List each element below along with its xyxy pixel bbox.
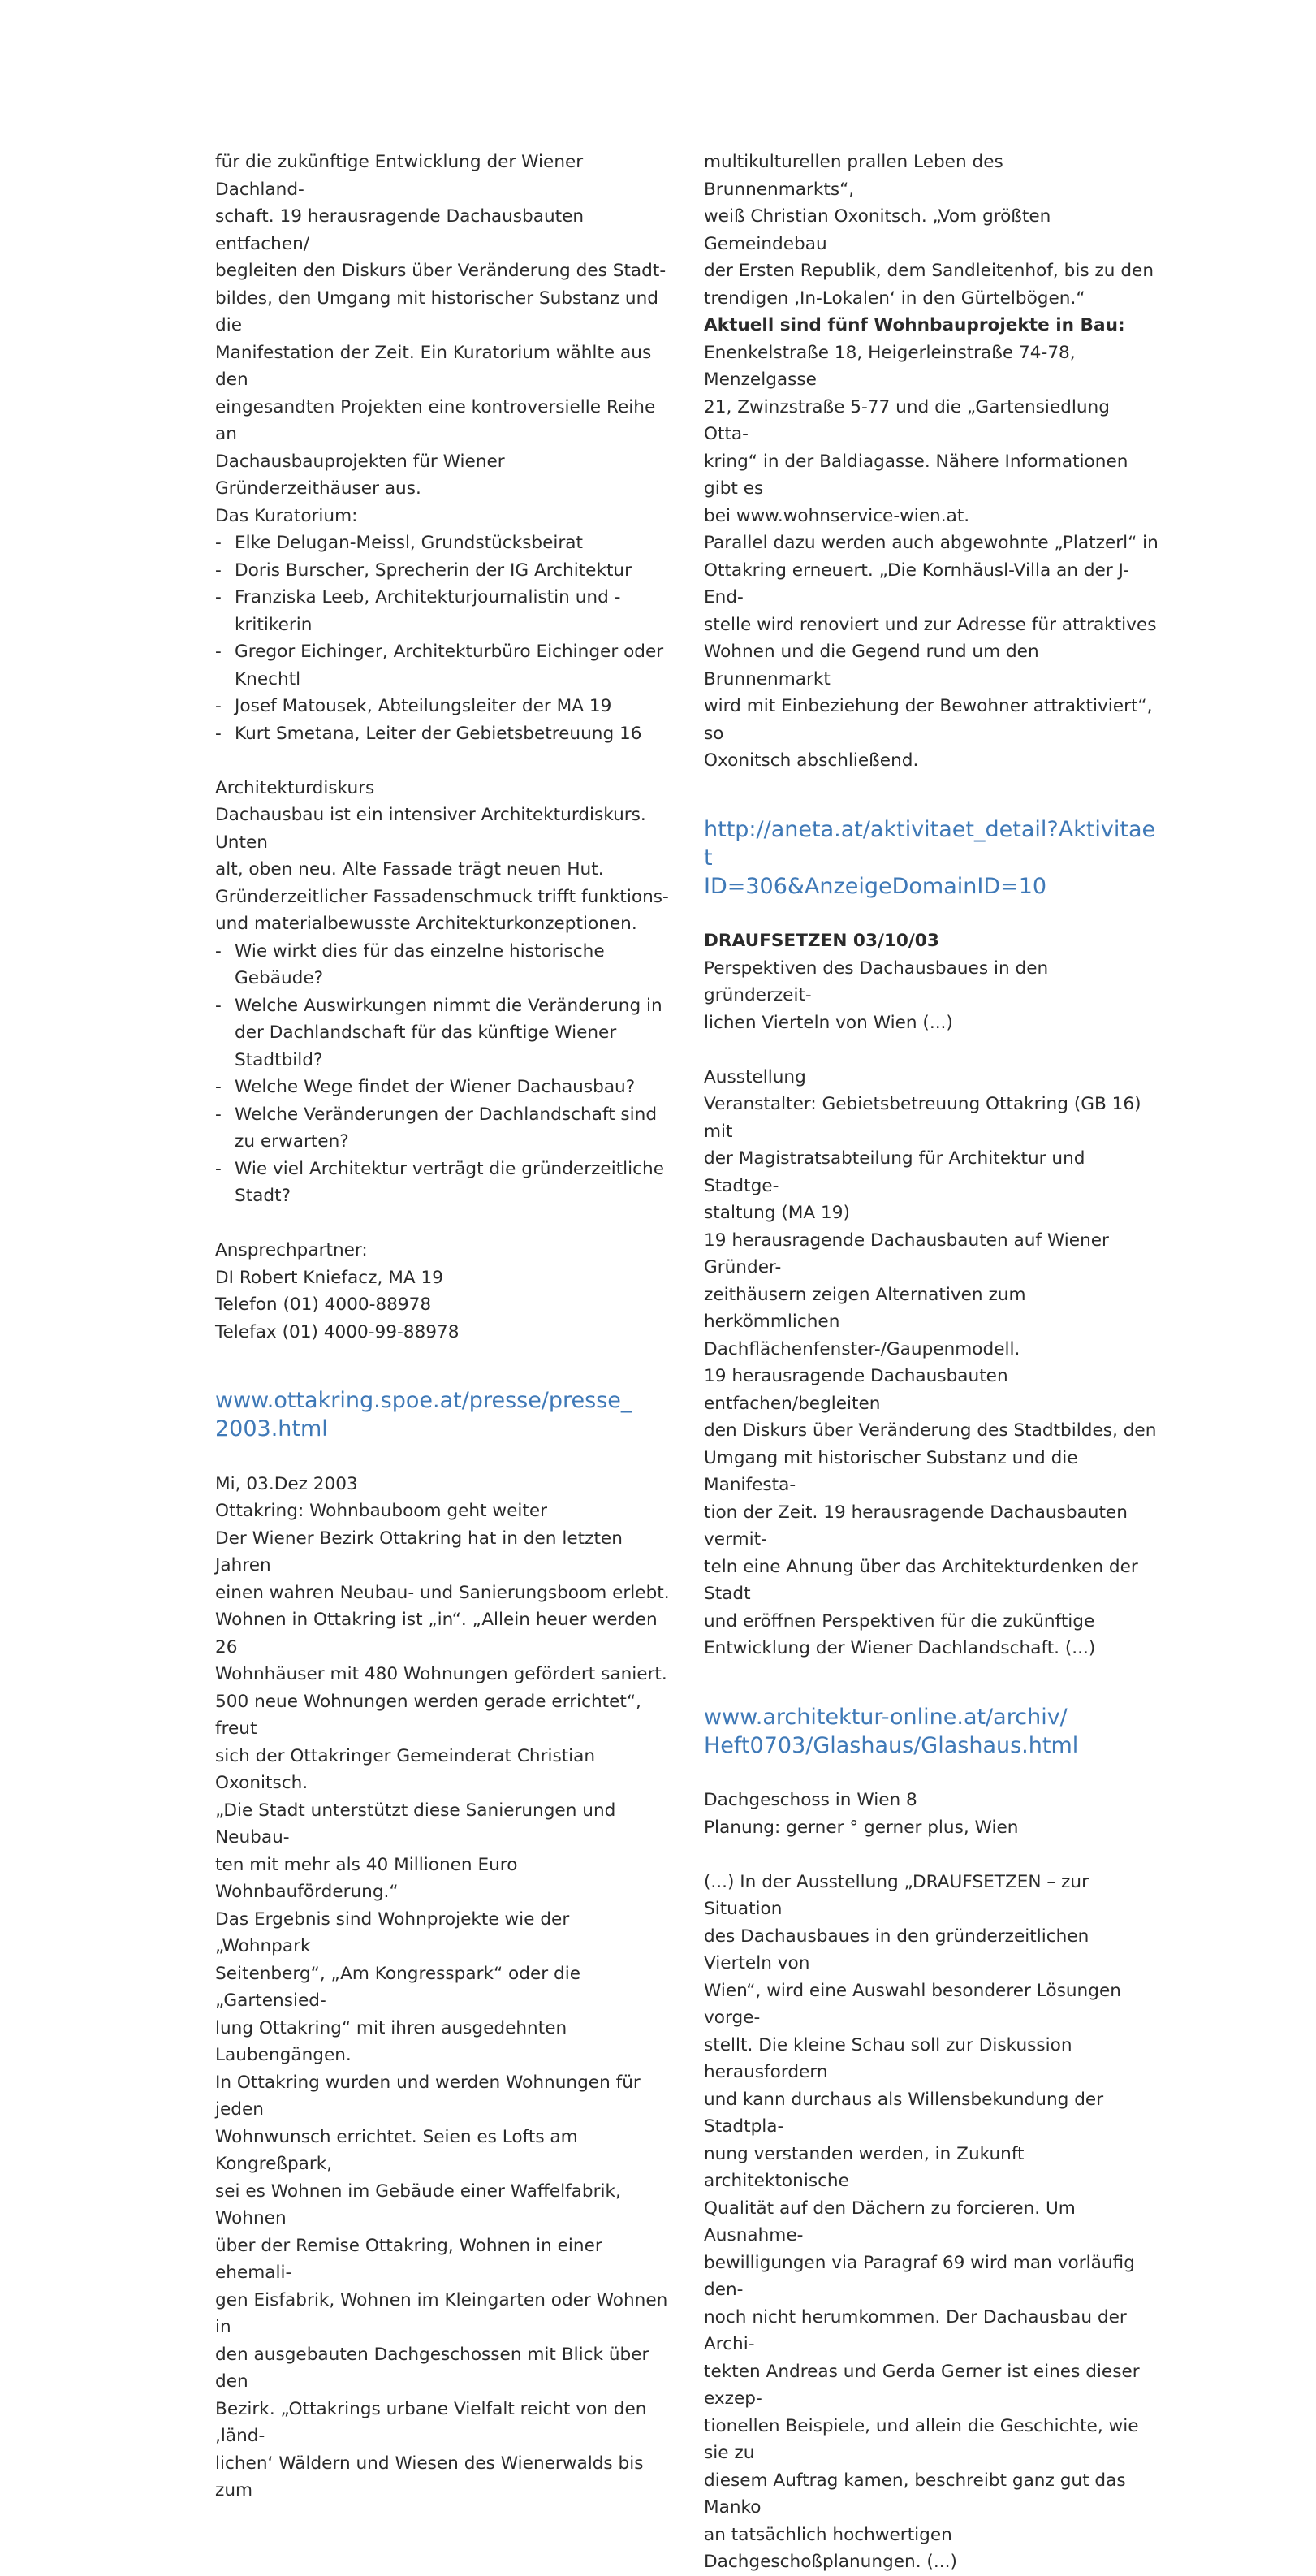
text-line: der Ersten Republik, dem Sandleitenhof, bis zu den bbox=[704, 261, 1154, 281]
projects-body bbox=[704, 339, 1159, 775]
ausstellung-body bbox=[704, 1091, 1159, 1662]
text-line: Wohnen in Ottakring ist „in“. „Allein heuer werden 26 bbox=[215, 1610, 658, 1658]
text-line: In Ottakring wurden und werden Wohnungen für jeden bbox=[215, 2072, 641, 2120]
kuratorium-list bbox=[215, 529, 670, 747]
text-line: ten mit mehr als 40 Millionen Euro Wohnbauförderung.“ bbox=[215, 1854, 518, 1902]
date: Mi, 03.Dez 2003 bbox=[215, 1473, 358, 1494]
glashaus-body bbox=[704, 1869, 1159, 2576]
link-line[interactable]: www.ottakring.spoe.at/presse/presse_ bbox=[215, 1388, 632, 1413]
text-line: Wohnhäuser mit 480 Wohnungen gefördert saniert. bbox=[215, 1664, 667, 1684]
text-line: 19 herausragende Dachausbauten entfachen/begleiten bbox=[704, 1366, 1008, 1414]
text-line: tion der Zeit. 19 herausragende Dachausbauten vermit- bbox=[704, 1502, 1128, 1549]
text-line: bei www.wohnservice-wien.at. bbox=[704, 505, 970, 526]
text-line: Wien“, wird eine Auswahl besonderer Lösungen vorge- bbox=[704, 1980, 1121, 2028]
text-line: begleiten den Diskurs über Veränderung des Stadt- bbox=[215, 261, 667, 281]
text-line: Entwicklung der Wiener Dachlandschaft. (...) bbox=[704, 1638, 1096, 1658]
intro-paragraph bbox=[215, 149, 670, 503]
text-line: alt, oben neu. Alte Fassade trägt neuen Hut. bbox=[215, 859, 604, 880]
text-line: Das Ergebnis sind Wohnprojekte wie der „Wohnpark bbox=[215, 1908, 570, 1956]
kuratorium-heading: Das Kuratorium: bbox=[215, 505, 358, 526]
text-line: teln eine Ahnung über das Architekturdenken der Stadt bbox=[704, 1556, 1138, 1604]
right-column bbox=[704, 149, 1159, 2576]
text-line: Umgang mit historischer Substanz und die Manifesta- bbox=[704, 1447, 1078, 1495]
text-line: lichen‘ Wäldern und Wiesen des Wienerwalds bis zum bbox=[215, 2453, 644, 2500]
contact-name: DI Robert Kniefacz, MA 19 bbox=[215, 1267, 443, 1288]
text-line: Veranstalter: Gebietsbetreuung Ottakring (GB 16) mit bbox=[704, 1094, 1141, 1142]
link-line[interactable]: ID=306&AnzeigeDomainID=10 bbox=[704, 873, 1047, 899]
text-line: der Magistratsabteilung für Architektur und Stadtge- bbox=[704, 1148, 1085, 1196]
text-line: gen Eisfabrik, Wohnen im Kleingarten oder Wohnen in bbox=[215, 2289, 668, 2337]
text-line: Qualität auf den Dächern zu forcieren. Um Ausnahme- bbox=[704, 2198, 1076, 2245]
section-heading: Architekturdiskurs bbox=[215, 777, 375, 798]
list-item: - Welche Veränderungen der Dachlandschaft sind zu erwarten? bbox=[215, 1101, 670, 1156]
news-body bbox=[215, 1525, 670, 2505]
text-line: einen wahren Neubau- und Sanierungsboom erlebt. bbox=[215, 1582, 670, 1603]
source-link-heading[interactable] bbox=[704, 1703, 1159, 1760]
text-line: Der Wiener Bezirk Ottakring hat in den letzten Jahren bbox=[215, 1528, 623, 1575]
text-line: Dachausbau ist ein intensiver Architekturdiskurs. Unten bbox=[215, 805, 646, 853]
text-line: Oxonitsch abschließend. bbox=[704, 750, 919, 771]
text-line: eingesandten Projekten eine kontroversielle Reihe an bbox=[215, 396, 656, 444]
contact-fax: Telefax (01) 4000-99-88978 bbox=[215, 1321, 460, 1342]
text-line: Perspektiven des Dachausbaues in den gründerzeit- bbox=[704, 957, 1049, 1005]
text-line: tekten Andreas und Gerda Gerner ist eines dieser exzep- bbox=[704, 2361, 1140, 2409]
contact-heading: Ansprechpartner: bbox=[215, 1240, 368, 1260]
text-line: 21, Zwinzstraße 5-77 und die „Gartensiedlung Otta- bbox=[704, 396, 1110, 444]
text-line: stellt. Die kleine Schau soll zur Diskussion herausfordern bbox=[704, 2034, 1072, 2082]
list-item: - Welche Wege findet der Wiener Dachausbau? bbox=[215, 1074, 670, 1101]
text-line: sei es Wohnen im Gebäude einer Waffelfabrik, Wohnen bbox=[215, 2181, 621, 2228]
list-item: - Gregor Eichinger, Architekturbüro Eichinger oder Knechtl bbox=[215, 638, 670, 693]
list-item: - Welche Auswirkungen nimmt die Veränderung in der Dachlandschaft für das künftige Wiener Stadtbild? bbox=[215, 992, 670, 1074]
text-line: staltung (MA 19) bbox=[704, 1203, 850, 1223]
text-line: Wohnen und die Gegend rund um den Brunnenmarkt bbox=[704, 642, 1039, 689]
news-title: Ottakring: Wohnbauboom geht weiter bbox=[215, 1501, 547, 1521]
text-line: und eröffnen Perspektiven für die zukünftige bbox=[704, 1610, 1095, 1632]
text-line: Dachflächenfenster-/Gaupenmodell. bbox=[704, 1338, 1020, 1359]
list-item: - Josef Matousek, Abteilungsleiter der MA 19 bbox=[215, 693, 670, 720]
text-line: und materialbewusste Architekturkonzeptionen. bbox=[215, 914, 637, 934]
projects-heading: Aktuell sind fünf Wohnbauprojekte in Bau: bbox=[704, 315, 1125, 335]
text-line: 19 herausragende Dachausbauten auf Wiener Gründer- bbox=[704, 1230, 1109, 1277]
text-line: Parallel dazu werden auch abgewohnte „Platzerl“ in bbox=[704, 533, 1159, 553]
draufsetzen-title: DRAUFSETZEN 03/10/03 bbox=[704, 931, 939, 951]
text-line: zeithäusern zeigen Alternativen zum herkömmlichen bbox=[704, 1284, 1026, 1332]
project-planning: Planung: gerner ° gerner plus, Wien bbox=[704, 1817, 1019, 1838]
text-line: Bezirk. „Ottakrings urbane Vielfalt reicht von den ‚länd- bbox=[215, 2398, 647, 2446]
text-line: stelle wird renoviert und zur Adresse für attraktives bbox=[704, 614, 1157, 635]
text-line: 500 neue Wohnungen werden gerade errichtet“, freut bbox=[215, 1691, 641, 1739]
text-line: sich der Ottakringer Gemeinderat Christian Oxonitsch. bbox=[215, 1745, 596, 1793]
text-line: Seitenberg“, „Am Kongresspark“ oder die „Gartensied- bbox=[215, 1963, 580, 2011]
list-item: - Doris Burscher, Sprecherin der IG Architektur bbox=[215, 557, 670, 585]
text-line: nung verstanden werden, in Zukunft architektonische bbox=[704, 2143, 1025, 2191]
text-line: multikulturellen prallen Leben des Brunnenmarkts“, bbox=[704, 152, 1003, 200]
list-item: - Wie viel Architektur verträgt die gründerzeitliche Stadt? bbox=[215, 1156, 670, 1210]
section-heading: Ausstellung bbox=[704, 1066, 806, 1087]
text-line: schaft. 19 herausragende Dachausbauten entfachen/ bbox=[215, 206, 585, 254]
text-line: Gründerzeitlicher Fassadenschmuck trifft funktions- bbox=[215, 886, 669, 907]
text-line: den ausgebauten Dachgeschossen mit Blick über den bbox=[215, 2344, 649, 2392]
list-item: - Wie wirkt dies für das einzelne historische Gebäude? bbox=[215, 938, 670, 992]
contact-phone: Telefon (01) 4000-88978 bbox=[215, 1294, 432, 1315]
link-line[interactable]: Heft0703/Glashaus/Glashaus.html bbox=[704, 1732, 1079, 1758]
link-line[interactable]: 2003.html bbox=[215, 1416, 328, 1441]
text-line: des Dachausbaues in den gründerzeitlichen Vierteln von bbox=[704, 1926, 1089, 1973]
link-line[interactable]: http://aneta.at/aktivitaet_detail?Aktivitaet bbox=[704, 816, 1156, 871]
text-line: lung Ottakring“ mit ihren ausgedehnten Laubengängen. bbox=[215, 2017, 567, 2065]
questions-list bbox=[215, 938, 670, 1210]
project-location: Dachgeschoss in Wien 8 bbox=[704, 1790, 917, 1810]
text-line: über der Remise Ottakring, Wohnen in einer ehemali- bbox=[215, 2235, 602, 2283]
text-line: trendigen ‚In-Lokalen‘ in den Gürtelbögen.“ bbox=[704, 287, 1085, 309]
text-line: an tatsächlich hochwertigen Dachgeschoßplanungen. (...) bbox=[704, 2524, 957, 2572]
source-link-heading[interactable] bbox=[215, 1386, 670, 1443]
text-line: kring“ in der Baldiagasse. Nähere Informationen gibt es bbox=[704, 451, 1128, 499]
text-line: lichen Vierteln von Wien (...) bbox=[704, 1012, 953, 1033]
left-column bbox=[215, 149, 670, 2505]
text-line: diesem Auftrag kamen, beschreibt ganz gut das Manko bbox=[704, 2470, 1126, 2518]
text-line: „Die Stadt unterstützt diese Sanierungen und Neubau- bbox=[215, 1800, 616, 1848]
list-item: - Elke Delugan-Meissl, Grundstücksbeirat bbox=[215, 529, 670, 557]
text-line: den Diskurs über Veränderung des Stadtbildes, den bbox=[704, 1420, 1157, 1441]
text-line: Wohnwunsch errichtet. Seien es Lofts am Kongreßpark, bbox=[215, 2126, 578, 2174]
text-line: weiß Christian Oxonitsch. „Vom größten Gemeindebau bbox=[704, 206, 1051, 254]
text-line: Ottakring erneuert. „Die Kornhäusl-Villa an der J-End- bbox=[704, 560, 1129, 607]
source-link-heading[interactable] bbox=[704, 815, 1159, 901]
text-line: Enenkelstraße 18, Heigerleinstraße 74-78, Menzelgasse bbox=[704, 342, 1076, 390]
text-line: wird mit Einbeziehung der Bewohner attraktiviert“, so bbox=[704, 696, 1153, 744]
text-line: noch nicht herumkommen. Der Dachausbau der Archi- bbox=[704, 2306, 1127, 2354]
text-line: tionellen Beispiele, und allein die Geschichte, wie sie zu bbox=[704, 2415, 1139, 2463]
text-line: Manifestation der Zeit. Ein Kuratorium wählte aus den bbox=[215, 342, 652, 390]
contact-block bbox=[215, 1237, 670, 1346]
text-line: und kann durchaus als Willensbekundung der Stadtpla- bbox=[704, 2089, 1104, 2137]
text-line: bildes, den Umgang mit historischer Substanz und die bbox=[215, 287, 658, 335]
link-line[interactable]: www.architektur-online.at/archiv/ bbox=[704, 1704, 1068, 1730]
text-line: bewilligungen via Paragraf 69 wird man vorläufig den- bbox=[704, 2252, 1135, 2300]
text-line: Dachausbauprojekten für Wiener Gründerzeithäuser aus. bbox=[215, 451, 505, 499]
text-line: für die zukünftige Entwicklung der Wiener Dachland- bbox=[215, 152, 584, 200]
list-item: - Kurt Smetana, Leiter der Gebietsbetreuung 16 bbox=[215, 720, 670, 748]
list-item: - Franziska Leeb, Architekturjournalistin und -kritikerin bbox=[215, 584, 670, 638]
text-line: (...) In der Ausstellung „DRAUFSETZEN – zur Situation bbox=[704, 1871, 1089, 1919]
